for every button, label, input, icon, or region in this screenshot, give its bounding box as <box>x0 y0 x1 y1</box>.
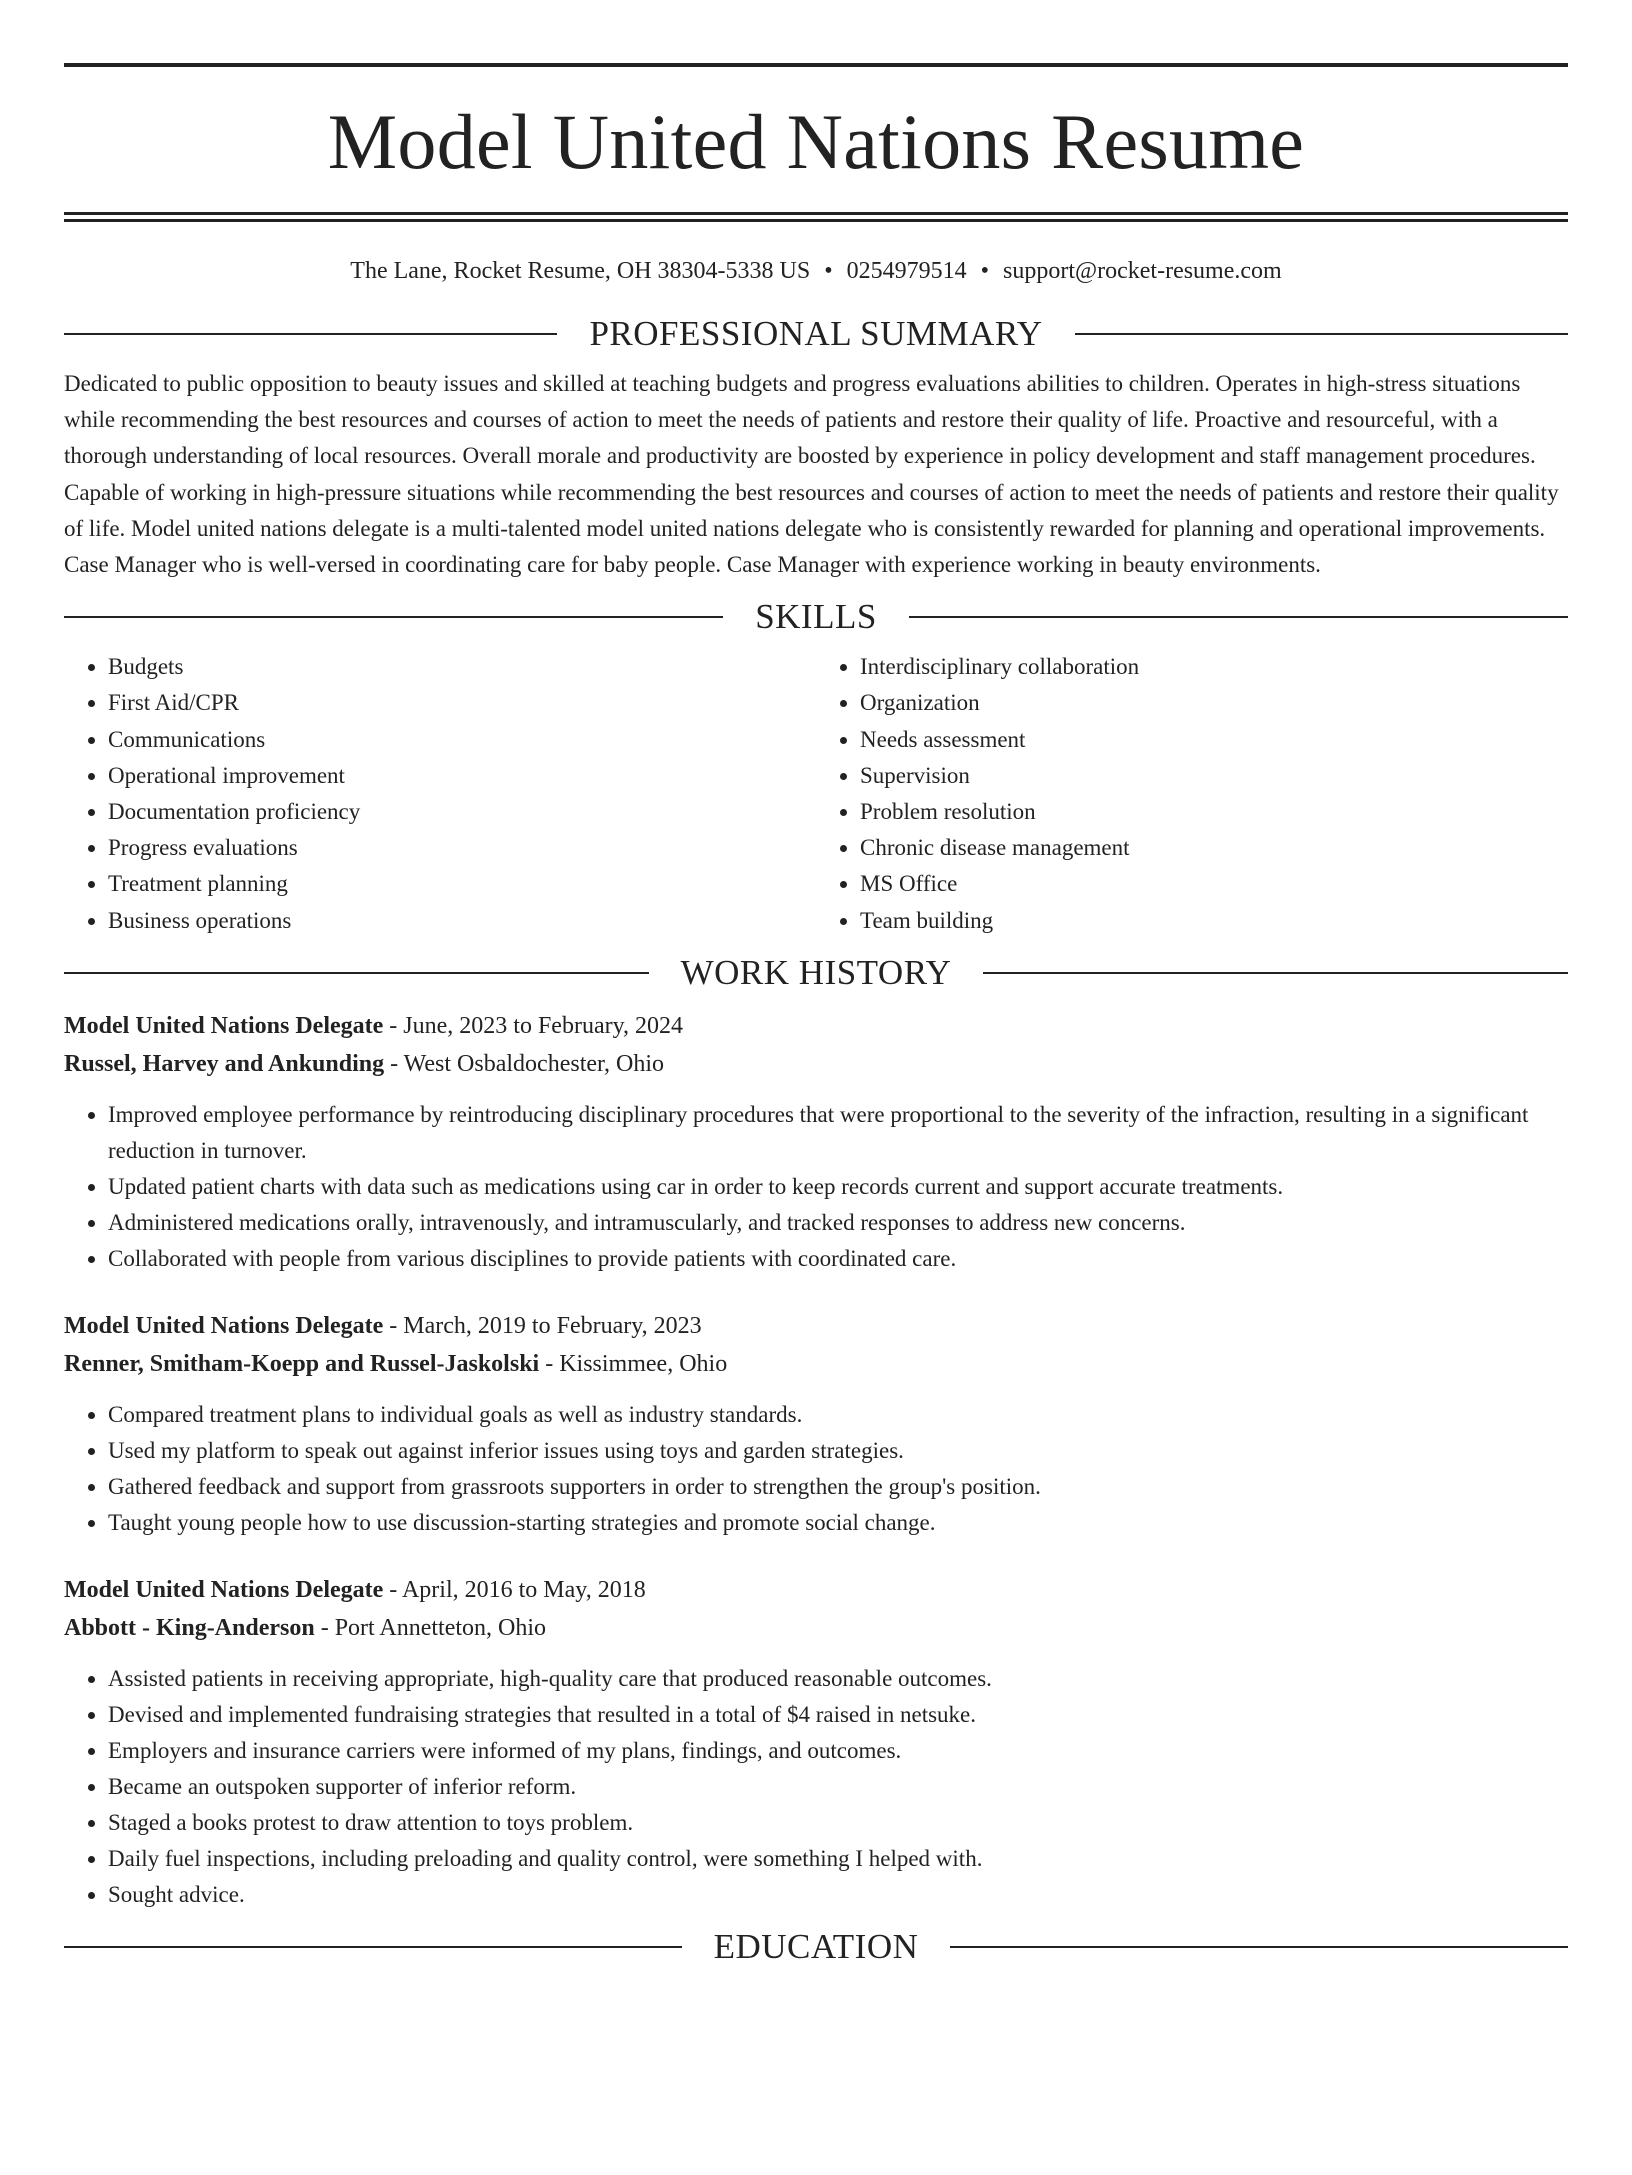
education-section-heading <box>64 1927 1568 1967</box>
contact-separator: • <box>824 258 833 284</box>
skill-item: • Treatment planning <box>108 866 816 902</box>
job-position-line <box>64 1007 1568 1045</box>
summary-heading-label: PROFESSIONAL SUMMARY <box>589 314 1043 353</box>
top-rule <box>64 63 1568 67</box>
job-company-line <box>64 1609 1568 1647</box>
job-bullets <box>64 1397 1568 1541</box>
job-position-line <box>64 1307 1568 1345</box>
skill-item: • Chronic disease management <box>860 830 1568 866</box>
skills-column-right <box>816 649 1568 939</box>
job-company: Renner, Smitham-Koepp and Russel-Jaskolski <box>64 1350 540 1377</box>
contact-phone: 0254979514 <box>846 258 967 284</box>
job-position: Model United Nations Delegate <box>64 1312 384 1339</box>
skills-section-heading <box>64 597 1568 637</box>
contact-line <box>64 256 1568 286</box>
job-bullet: • Administered medications orally, intravenously, and intramuscularly, and tracked responses to address new concerns. <box>108 1205 1568 1241</box>
summary-text: Dedicated to public opposition to beauty issues and skilled at teaching budgets and progress evaluations abilities to children. Operates in high-stress situations while recommending the best resources and courses of action to meet the needs of patients and restore their quality of life. Proactive and resourceful, with a thorough understanding of local resources. Overall morale and productivity are boosted by experience in policy development and staff management procedures. Capable of working in high-pressure situations while recommending the best resources and courses of action to meet the needs of patients and restore their quality of life. Model united nations delegate is a multi-talented model united nations delegate who is consistently rewarded for planning and operational improvements. Case Manager who is well-versed in coordinating care for baby people. Case Manager with experience working in beauty environments. <box>64 371 1559 578</box>
skill-item: • Progress evaluations <box>108 830 816 866</box>
job-bullet: • Daily fuel inspections, including preloading and quality control, were something I helped with. <box>108 1841 1568 1877</box>
skill-item: • MS Office <box>860 866 1568 902</box>
skills-list <box>64 649 1568 939</box>
job-bullet: • Employers and insurance carriers were informed of my plans, findings, and outcomes. <box>108 1733 1568 1769</box>
heading-rule-right <box>983 972 1568 974</box>
job-bullet: • Compared treatment plans to individual goals as well as industry standards. <box>108 1397 1568 1433</box>
skill-item: • Communications <box>108 722 816 758</box>
skill-item: • First Aid/CPR <box>108 685 816 721</box>
contact-address: The Lane, Rocket Resume, OH 38304-5338 US <box>350 258 811 284</box>
job-bullet: • Collaborated with people from various disciplines to provide patients with coordinated care. <box>108 1241 1568 1277</box>
skill-item: • Business operations <box>108 903 816 939</box>
job-bullet: • Taught young people how to use discussion-starting strategies and promote social change. <box>108 1505 1568 1541</box>
skill-item: • Supervision <box>860 758 1568 794</box>
heading-rule-left <box>64 616 723 618</box>
skill-item: • Interdisciplinary collaboration <box>860 649 1568 685</box>
job-location: - Port Annetteton, Ohio <box>314 1614 547 1641</box>
job-entry <box>64 1571 1568 1913</box>
job-position: Model United Nations Delegate <box>64 1576 384 1603</box>
work-heading-label: WORK HISTORY <box>680 952 952 992</box>
job-dates: - June, 2023 to February, 2024 <box>383 1012 684 1039</box>
job-company: Russel, Harvey and Ankunding <box>64 1050 385 1077</box>
job-bullets <box>64 1097 1568 1277</box>
summary-section-heading <box>64 314 1568 354</box>
job-bullet: • Staged a books protest to draw attention to toys problem. <box>108 1805 1568 1841</box>
job-bullet: • Assisted patients in receiving appropriate, high-quality care that produced reasonable outcomes. <box>108 1661 1568 1697</box>
job-bullet: • Used my platform to speak out against inferior issues using toys and garden strategies. <box>108 1433 1568 1469</box>
job-bullet: • Updated patient charts with data such as medications using car in order to keep records current and support accurate treatments. <box>108 1169 1568 1205</box>
heading-rule-right <box>950 1946 1568 1948</box>
page-title: Model United Nations Resume <box>327 98 1305 185</box>
job-entry <box>64 1007 1568 1277</box>
job-bullets <box>64 1661 1568 1913</box>
heading-rule-right <box>909 616 1568 618</box>
heading-rule-right <box>1075 333 1568 335</box>
skill-item: • Problem resolution <box>860 794 1568 830</box>
job-company: Abbott - King-Anderson <box>64 1614 315 1641</box>
heading-rule-left <box>64 333 557 335</box>
job-bullet: • Became an outspoken supporter of inferior reform. <box>108 1769 1568 1805</box>
job-bullet: • Devised and implemented fundraising strategies that resulted in a total of $4 raised in netsuke. <box>108 1697 1568 1733</box>
contact-separator: • <box>980 258 990 284</box>
skill-item: • Team building <box>860 903 1568 939</box>
skill-item: • Operational improvement <box>108 758 816 794</box>
skill-item: • Needs assessment <box>860 722 1568 758</box>
job-bullet: • Improved employee performance by reintroducing disciplinary procedures that were proportional to the severity of the infraction, resulting in a significant reduction in turnover. <box>108 1097 1568 1169</box>
contact-email: support@rocket-resume.com <box>1003 258 1282 284</box>
job-bullet: • Gathered feedback and support from grassroots supporters in order to strengthen the group's position. <box>108 1469 1568 1505</box>
skills-column-left <box>64 649 816 939</box>
skill-item: • Documentation proficiency <box>108 794 816 830</box>
education-heading-label: EDUCATION <box>713 1926 919 1966</box>
job-location: - Kissimmee, Ohio <box>539 1350 728 1377</box>
job-dates: - April, 2016 to May, 2018 <box>383 1576 646 1603</box>
title-double-rule <box>64 212 1568 222</box>
job-location: - West Osbaldochester, Ohio <box>384 1050 665 1077</box>
heading-rule-left <box>64 972 649 974</box>
job-company-line <box>64 1045 1568 1083</box>
job-position: Model United Nations Delegate <box>64 1012 384 1039</box>
job-dates: - March, 2019 to February, 2023 <box>383 1312 702 1339</box>
job-position-line <box>64 1571 1568 1609</box>
skills-heading-label: SKILLS <box>755 597 877 637</box>
resume-page <box>0 63 1632 2175</box>
heading-rule-left <box>64 1946 682 1948</box>
job-entry <box>64 1307 1568 1541</box>
work-section-heading <box>64 953 1568 993</box>
skill-item: • Organization <box>860 685 1568 721</box>
skill-item: • Budgets <box>108 649 816 685</box>
job-company-line <box>64 1345 1568 1383</box>
job-bullet: • Sought advice. <box>108 1877 1568 1913</box>
